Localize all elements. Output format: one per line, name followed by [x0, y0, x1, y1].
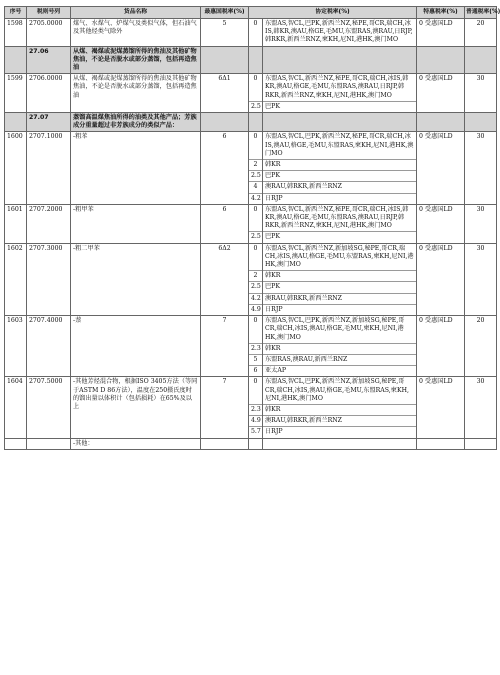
- agreement-partners: 韩KR: [263, 343, 417, 354]
- table-row: [5, 438, 497, 449]
- seq-cell: 1604: [5, 377, 27, 438]
- rate-cell: [249, 438, 263, 449]
- agreement-partners: 东盟AS,智CL,新西兰NZ,秘PE,哥CR,瑞CH,冰IS,韩KR,澳AU,格GE,毛MU,东盟RAS,澳RAU,日RJP,韩RKR,新西兰RNZ,柬KH,尼NI,港HK,澳门MO: [263, 204, 417, 232]
- agreement-partners: 日RJP: [263, 427, 417, 438]
- agreement-rate: 0: [249, 316, 263, 344]
- agreement-rate: 6: [249, 366, 263, 377]
- col-general: 普通税率(%): [465, 7, 497, 19]
- heading-special-cell: [417, 113, 465, 132]
- col-special: 特惠税率(%): [417, 7, 465, 19]
- mfn-rate: 7: [201, 377, 249, 438]
- agreement-rate: 4.2: [249, 193, 263, 204]
- col-agreement: 协定税率(%): [249, 7, 417, 19]
- table-row: [5, 204, 497, 232]
- agreement-partners: 韩KR: [263, 271, 417, 282]
- goods-name: -其他：: [71, 438, 201, 449]
- agreement-rate: 5: [249, 354, 263, 365]
- seq-cell: 1600: [5, 132, 27, 204]
- agreement-partners: 东盟AS,智CL,新西兰NZ,新加坡SG,秘PE,哥CR,瑞CH,冰IS,澳AU,格GE,毛MU,东盟RAS,柬KH,尼NI,港HK,澳门MO: [263, 243, 417, 271]
- table-row: [5, 377, 497, 405]
- special-rate: 0 受惠国LD: [417, 19, 465, 47]
- col-seq: 序号: [5, 7, 27, 19]
- agreement-rate: 2.3: [249, 343, 263, 354]
- agreement-partners: 日RJP: [263, 304, 417, 315]
- special-cell: [417, 438, 465, 449]
- col-name: 货品名称: [71, 7, 201, 19]
- agreement-partners: 巴PK: [263, 171, 417, 182]
- goods-name: -粗甲苯: [71, 204, 201, 243]
- agreement-partners: 东盟AS,智CL,巴PK,新西兰NZ,新加坡SG,秘PE,哥CR,瑞CH,冰IS,澳AU,格GE,毛MU,东盟RAS,柬KH,尼NI,港HK,澳门MO: [263, 377, 417, 405]
- heading-general-cell: [465, 46, 497, 74]
- heading-mfn-cell: [201, 46, 249, 74]
- general-rate: 20: [465, 19, 497, 47]
- agreement-partners: 东盟AS,智CL,巴PK,新西兰NZ,秘PE,哥CR,瑞CH,冰IS,韩KR,澳AU,格GE,毛MU,东盟RAS,澳RAU,日RJP,韩RKR,新西兰RNZ,柬KH,尼NI,港HK,澳门MO: [263, 19, 417, 47]
- agreement-partners: 东盟AS,智CL,新西兰NZ,秘PE,哥CR,瑞CH,冰IS,韩KR,澳AU,格GE,毛MU,东盟RAS,澳RAU,日RJP,韩RKR,新西兰RNZ,柬KH,尼NI,港HK,澳门MO: [263, 74, 417, 102]
- heading-name: 蒸馏高温煤焦油所得的油类及其他产品；芳族成分重量超过非芳族成分的类似产品：: [71, 113, 201, 132]
- agreement-rate: 0: [249, 19, 263, 47]
- agreement-rate: 0: [249, 204, 263, 232]
- agreement-partners: 巴PK: [263, 232, 417, 243]
- mfn-rate: 7: [201, 316, 249, 377]
- heading-agreement-cell: [263, 113, 417, 132]
- goods-name: -萘: [71, 316, 201, 377]
- seq-cell: 1599: [5, 74, 27, 113]
- agreement-rate: 0: [249, 377, 263, 405]
- tariff-body: [5, 19, 497, 450]
- agreement-partners: 东盟AS,智CL,巴PK,新西兰NZ,新加坡SG,秘PE,哥CR,瑞CH,冰IS,澳AU,格GE,毛MU,柬KH,尼NI,港HK,澳门MO: [263, 316, 417, 344]
- agreement-rate: 2.3: [249, 404, 263, 415]
- agreement-partners: 澳RAU,韩RKR,新西兰RNZ: [263, 293, 417, 304]
- col-code: 税则号列: [27, 7, 71, 19]
- agreement-rate: 2.5: [249, 282, 263, 293]
- general-rate: 30: [465, 74, 497, 113]
- heading-name: 从煤、褐煤或泥煤蒸馏所得的焦油及其他矿物焦油，不论是否脱水或部分蒸馏，包括再造焦油: [71, 46, 201, 74]
- table-row: [5, 316, 497, 344]
- heading-agreement-cell: [263, 46, 417, 74]
- table-row: [5, 132, 497, 160]
- general-rate: 30: [465, 243, 497, 315]
- table-row: [5, 243, 497, 271]
- general-rate: 30: [465, 377, 497, 438]
- tariff-table: [4, 6, 500, 450]
- goods-name: 煤气、水煤气、炉煤气及类似气体，但石油气及其他烃类气除外: [71, 19, 201, 47]
- header-row: [5, 7, 497, 19]
- agreement-partners: 澳RAU,韩RKR,新西兰RNZ: [263, 416, 417, 427]
- code-cell: 2707.2000: [27, 204, 71, 243]
- agreement-rate: 4.9: [249, 304, 263, 315]
- agreement-partners: 巴PK: [263, 282, 417, 293]
- special-rate: 0 受惠国LD: [417, 243, 465, 315]
- agreement-rate: 0: [249, 74, 263, 102]
- heading-row: [5, 46, 497, 74]
- agreement-rate: 2: [249, 160, 263, 171]
- heading-rate-cell: [249, 113, 263, 132]
- goods-name: -粗苯: [71, 132, 201, 204]
- mfn-rate: 6Δ1: [201, 74, 249, 113]
- mfn-rate: 6Δ2: [201, 243, 249, 315]
- agreement-partners: 韩KR: [263, 404, 417, 415]
- seq-cell: 1603: [5, 316, 27, 377]
- agreement-rate: 4.2: [249, 293, 263, 304]
- agreement-partners: 澳RAU,韩RKR,新西兰RNZ: [263, 182, 417, 193]
- heading-row: [5, 113, 497, 132]
- code-cell: 2707.4000: [27, 316, 71, 377]
- heading-general-cell: [465, 113, 497, 132]
- general-rate: 20: [465, 316, 497, 377]
- agreement-partners: 巴PK: [263, 101, 417, 112]
- goods-name: 从煤、褐煤或泥煤蒸馏所得的焦油及其他矿物焦油，不论是否脱水或部分蒸馏，包括再造焦油: [71, 74, 201, 113]
- special-rate: 0 受惠国LD: [417, 132, 465, 204]
- general-cell: [465, 438, 497, 449]
- heading-seq: [5, 113, 27, 132]
- heading-code: 27.07: [27, 113, 71, 132]
- code-cell: 2705.0000: [27, 19, 71, 47]
- agreement-rate: 2.5: [249, 232, 263, 243]
- agreement-rate: 2: [249, 271, 263, 282]
- mfn-rate: 6: [201, 204, 249, 243]
- mfn-rate: 5: [201, 19, 249, 47]
- code-cell: 2707.5000: [27, 377, 71, 438]
- heading-rate-cell: [249, 46, 263, 74]
- mfn-cell: [201, 438, 249, 449]
- heading-seq: [5, 46, 27, 74]
- seq-cell: 1601: [5, 204, 27, 243]
- agreement-rate: 4.9: [249, 416, 263, 427]
- general-rate: 30: [465, 132, 497, 204]
- agreement-partners: 东盟RAS,澳RAU,新西兰RNZ: [263, 354, 417, 365]
- agreement-partners: 亚太AP: [263, 366, 417, 377]
- agreement-rate: 0: [249, 132, 263, 160]
- code-cell: 2707.1000: [27, 132, 71, 204]
- agreement-partners: 韩KR: [263, 160, 417, 171]
- heading-special-cell: [417, 46, 465, 74]
- seq-cell: [5, 438, 27, 449]
- goods-name: -粗二甲苯: [71, 243, 201, 315]
- col-mfn: 最惠国税率(%): [201, 7, 249, 19]
- goods-name: -其他芳烃混合物，根据ISO 3405方法（等同于ASTM D 86方法），温度在250摄氏度时的馏出量以体积计（包括损耗）在65%及以上: [71, 377, 201, 438]
- special-rate: 0 受惠国LD: [417, 74, 465, 113]
- table-row: [5, 19, 497, 47]
- agreement-rate: 2.5: [249, 101, 263, 112]
- table-row: [5, 74, 497, 102]
- general-rate: 30: [465, 204, 497, 243]
- agreement-rate: 5.7: [249, 427, 263, 438]
- agreement-rate: 4: [249, 182, 263, 193]
- agreement-rate: 2.5: [249, 171, 263, 182]
- agreement-cell: [263, 438, 417, 449]
- code-cell: 2706.0000: [27, 74, 71, 113]
- code-cell: [27, 438, 71, 449]
- heading-mfn-cell: [201, 113, 249, 132]
- seq-cell: 1598: [5, 19, 27, 47]
- heading-code: 27.06: [27, 46, 71, 74]
- special-rate: 0 受惠国LD: [417, 377, 465, 438]
- agreement-rate: 0: [249, 243, 263, 271]
- mfn-rate: 6: [201, 132, 249, 204]
- special-rate: 0 受惠国LD: [417, 204, 465, 243]
- agreement-partners: 东盟AS,智CL,巴PK,新西兰NZ,秘PE,哥CR,瑞CH,冰IS,澳AU,格GE,毛MU,东盟RAS,柬KH,尼NI,港HK,澳门MO: [263, 132, 417, 160]
- code-cell: 2707.3000: [27, 243, 71, 315]
- special-rate: 0 受惠国LD: [417, 316, 465, 377]
- agreement-partners: 日RJP: [263, 193, 417, 204]
- seq-cell: 1602: [5, 243, 27, 315]
